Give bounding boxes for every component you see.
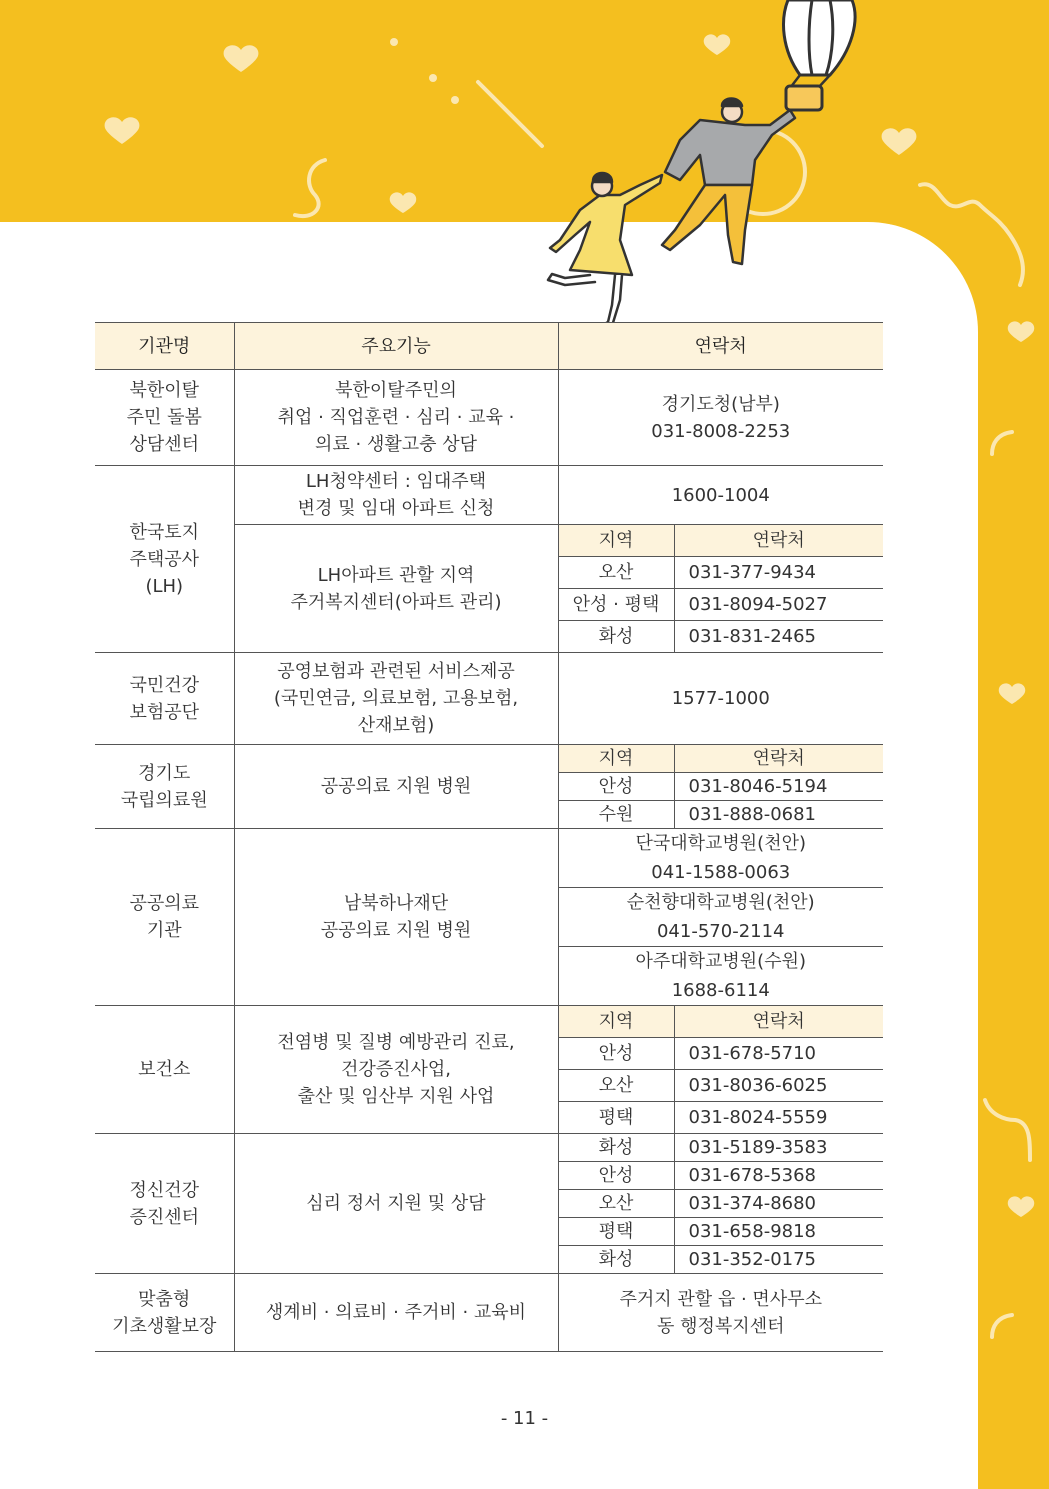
contact-cell bbox=[558, 745, 883, 829]
function-cell: 공영보험과 관련된 서비스제공 (국민연금, 의료보험, 고용보험, 산재보험) bbox=[234, 653, 558, 745]
table-row bbox=[95, 829, 883, 1006]
contact-cell bbox=[558, 1006, 883, 1134]
function-cell: 남북하나재단 공공의료 지원 병원 bbox=[234, 829, 558, 1006]
region-row: 오산 031-8036-6025 bbox=[559, 1070, 884, 1102]
function-cell: 전염병 및 질병 예방관리 진료, 건강증진사업, 출산 및 임산부 지원 사업 bbox=[234, 1006, 558, 1134]
region-row: 화성 031-352-0175 bbox=[559, 1246, 884, 1274]
hospital-row: 단국대학교병원(천안) 041-1588-0063 bbox=[635, 833, 807, 883]
agency-cell: 북한이탈 주민 돌봄 상담센터 bbox=[95, 370, 234, 466]
hospital-row: 순천향대학교병원(천안) 041-570-2114 bbox=[559, 888, 884, 947]
region-row: 안성 · 평택 031-8094-5027 bbox=[559, 589, 884, 621]
region-row: 안성 031-8046-5194 bbox=[559, 773, 884, 801]
table-row bbox=[95, 1134, 883, 1274]
region-row: 안성 031-678-5368 bbox=[559, 1162, 884, 1190]
region-row: 안성 031-678-5710 bbox=[559, 1038, 884, 1070]
agency-cell: 한국토지 주택공사 (LH) bbox=[95, 466, 234, 653]
table-row bbox=[95, 370, 883, 466]
heart-icon bbox=[105, 117, 140, 144]
region-table bbox=[559, 525, 884, 652]
function-cell: LH청약센터 : 임대주택 변경 및 임대 아파트 신청 bbox=[234, 466, 558, 525]
region-row: 오산 031-374-8680 bbox=[559, 1190, 884, 1218]
header-contact: 연락처 bbox=[558, 323, 883, 370]
region-table bbox=[559, 745, 884, 828]
header-function: 주요기능 bbox=[234, 323, 558, 370]
agency-cell: 공공의료 기관 bbox=[95, 829, 234, 1006]
function-cell: 생계비 · 의료비 · 주거비 · 교육비 bbox=[234, 1274, 558, 1352]
table-row bbox=[95, 1006, 883, 1134]
contact-cell bbox=[558, 829, 883, 1006]
agency-cell: 맞춤형 기초생활보장 bbox=[95, 1274, 234, 1352]
contact-cell: 1600-1004 bbox=[558, 466, 883, 525]
region-row: 평택 031-8024-5559 bbox=[559, 1102, 884, 1134]
heart-icon bbox=[882, 128, 917, 155]
table-row bbox=[95, 745, 883, 829]
table-row bbox=[95, 466, 883, 525]
region-row: 평택 031-658-9818 bbox=[559, 1218, 884, 1246]
region-header-row: 지역 연락처 bbox=[559, 745, 884, 773]
table-header-row bbox=[95, 323, 883, 370]
heart-icon bbox=[1008, 1196, 1034, 1217]
region-header-row: 지역 연락처 bbox=[559, 1006, 884, 1038]
contact-cell bbox=[558, 525, 883, 653]
function-cell: 심리 정서 지원 및 상담 bbox=[234, 1134, 558, 1274]
page-number: - 11 - bbox=[500, 1408, 549, 1429]
region-row: 화성 031-831-2465 bbox=[559, 621, 884, 653]
heart-icon bbox=[390, 192, 416, 213]
agency-cell: 정신건강 증진센터 bbox=[95, 1134, 234, 1274]
region-row: 오산 031-377-9434 bbox=[559, 557, 884, 589]
contact-table bbox=[95, 322, 883, 1352]
region-row: 화성 031-5189-3583 bbox=[559, 1134, 884, 1162]
contact-cell: 1577-1000 bbox=[558, 653, 883, 745]
table-row bbox=[95, 1274, 883, 1352]
region-table bbox=[559, 1006, 884, 1133]
heart-icon bbox=[704, 34, 730, 55]
hospital-row: 아주대학교병원(수원) 1688-6114 bbox=[559, 947, 884, 1006]
contact-cell bbox=[558, 1134, 883, 1274]
agency-cell: 국민건강 보험공단 bbox=[95, 653, 234, 745]
agency-cell: 경기도 국립의료원 bbox=[95, 745, 234, 829]
region-header-row: 지역 연락처 bbox=[559, 525, 884, 557]
header-agency: 기관명 bbox=[95, 323, 234, 370]
table-row bbox=[95, 653, 883, 745]
heart-icon bbox=[224, 45, 259, 72]
region-table bbox=[559, 1134, 884, 1273]
region-row: 수원 031-888-0681 bbox=[559, 801, 884, 829]
contact-cell: 주거지 관할 읍 · 면사무소 동 행정복지센터 bbox=[558, 1274, 883, 1352]
contact-cell: 경기도청(남부) 031-8008-2253 bbox=[558, 370, 883, 466]
function-cell: 공공의료 지원 병원 bbox=[234, 745, 558, 829]
hot-air-balloon-icon bbox=[784, 0, 856, 110]
heart-icon bbox=[1008, 321, 1034, 342]
agency-cell: 보건소 bbox=[95, 1006, 234, 1134]
heart-icon bbox=[999, 683, 1025, 704]
function-cell: 북한이탈주민의 취업 · 직업훈련 · 심리 · 교육 · 의료 · 생활고충 상담 bbox=[234, 370, 558, 466]
function-cell: LH아파트 관할 지역 주거복지센터(아파트 관리) bbox=[234, 525, 558, 653]
hospital-table bbox=[559, 829, 884, 1005]
